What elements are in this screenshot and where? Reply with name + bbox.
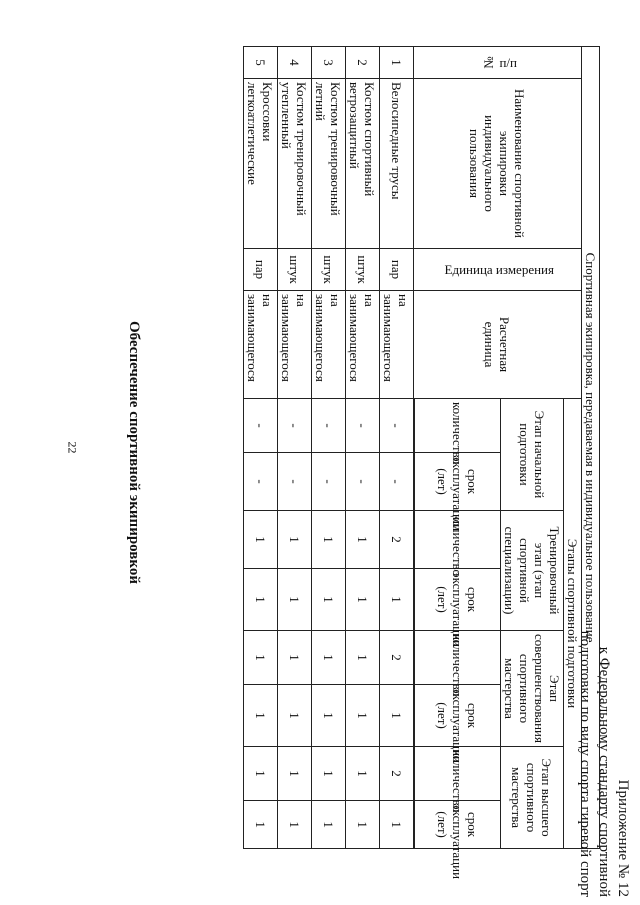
- table-row: [278, 47, 312, 849]
- header-term: срок эксплуатации (лет): [415, 801, 501, 849]
- header-calc: Расчетная единица: [414, 291, 582, 399]
- row-s3-term: 1: [346, 685, 380, 747]
- row-calc: на занимающегося: [278, 291, 312, 399]
- header-qty: количество: [415, 399, 501, 453]
- row-s2-qty: 1: [278, 511, 312, 569]
- row-calc: на занимающегося: [346, 291, 380, 399]
- row-s2-qty: 2: [380, 511, 414, 569]
- row-s1-term: -: [346, 453, 380, 511]
- header-unit: Единица измерения: [414, 249, 582, 291]
- row-calc: на занимающегося: [312, 291, 346, 399]
- row-s3-term: 1: [244, 685, 278, 747]
- row-s2-term: 1: [244, 569, 278, 631]
- row-s2-term: 1: [346, 569, 380, 631]
- header-term: срок эксплуатации (лет): [415, 569, 501, 631]
- row-s3-qty: 1: [312, 631, 346, 685]
- row-s4-term: 1: [346, 801, 380, 849]
- header-term: срок эксплуатации (лет): [415, 685, 501, 747]
- row-name: Костюм тренировочный летний: [312, 79, 346, 249]
- row-s4-qty: 1: [244, 747, 278, 801]
- row-s4-term: 1: [278, 801, 312, 849]
- header-qty: количество: [415, 747, 501, 801]
- row-num: 4: [278, 47, 312, 79]
- row-s1-qty: -: [312, 399, 346, 453]
- row-s3-term: 1: [312, 685, 346, 747]
- equipment-table: [243, 46, 600, 880]
- row-s2-qty: 1: [312, 511, 346, 569]
- row-num: 1: [380, 47, 414, 79]
- row-unit: штук: [278, 249, 312, 291]
- row-s1-term: -: [278, 453, 312, 511]
- row-num: 5: [244, 47, 278, 79]
- row-name: Костюм тренировочный утепленный: [278, 79, 312, 249]
- row-s4-term: 1: [380, 801, 414, 849]
- row-s1-term: -: [312, 453, 346, 511]
- row-unit: штук: [312, 249, 346, 291]
- header-qty: количество: [415, 631, 501, 685]
- page-title: Обеспечение спортивной экипировкой: [126, 320, 142, 584]
- row-s4-qty: 1: [278, 747, 312, 801]
- appendix-line-2: к Федеральному стандарту спортивной: [596, 646, 612, 897]
- row-s2-qty: 1: [244, 511, 278, 569]
- row-s4-term: 1: [244, 801, 278, 849]
- row-s4-qty: 2: [380, 747, 414, 801]
- row-name: Кроссовки легкоатлетические: [244, 79, 278, 249]
- header-qty: количество: [415, 511, 501, 569]
- appendix-line-1: Приложение № 12: [615, 779, 631, 897]
- header-term: срок эксплуатации (лет): [415, 453, 501, 511]
- row-calc: на занимающегося: [244, 291, 278, 399]
- row-s4-qty: 1: [312, 747, 346, 801]
- row-s2-qty: 1: [346, 511, 380, 569]
- row-s3-qty: 1: [244, 631, 278, 685]
- row-name: Велосипедные трусы: [380, 79, 414, 249]
- header-stage-3: Этап совершенствования спортивного мастерства: [501, 631, 564, 747]
- appendix-line-3: подготовки по виду спорта гиревой спорт: [577, 630, 593, 897]
- row-s4-term: 1: [312, 801, 346, 849]
- row-unit: пар: [244, 249, 278, 291]
- row-s1-qty: -: [244, 399, 278, 453]
- row-s1-term: -: [244, 453, 278, 511]
- table-row: [380, 47, 414, 849]
- table-row: [312, 47, 346, 849]
- row-s2-term: 1: [278, 569, 312, 631]
- row-num: 2: [346, 47, 380, 79]
- header-stage-2: Тренировочный этап (этап спортивной специализации): [501, 511, 564, 631]
- page-number: 22: [65, 441, 80, 454]
- row-unit: пар: [380, 249, 414, 291]
- row-s1-qty: -: [278, 399, 312, 453]
- table-row: [346, 47, 380, 849]
- row-s1-qty: -: [346, 399, 380, 453]
- header-stages: Этапы спортивной подготовки: [564, 399, 582, 849]
- row-s1-qty: -: [380, 399, 414, 453]
- row-s2-term: 1: [312, 569, 346, 631]
- row-calc: на занимающегося: [380, 291, 414, 399]
- table-row: [244, 47, 278, 849]
- header-num: № п/п: [414, 47, 582, 79]
- row-name: Костюм спортивный ветрозащитный: [346, 79, 380, 249]
- header-stage-1: Этап начальной подготовки: [501, 399, 564, 511]
- header-stage-4: Этап высшего спортивного мастерства: [501, 747, 564, 849]
- table-caption: Спортивная экипировка, передаваемая в индивидуальное пользование: [582, 47, 600, 849]
- row-s3-qty: 1: [346, 631, 380, 685]
- row-s3-qty: 2: [380, 631, 414, 685]
- row-s3-qty: 1: [278, 631, 312, 685]
- header-name: Наименование спортивной экипировки индивидуального пользования: [414, 79, 582, 249]
- row-s3-term: 1: [380, 685, 414, 747]
- row-unit: штук: [346, 249, 380, 291]
- row-num: 3: [312, 47, 346, 79]
- row-s4-qty: 1: [346, 747, 380, 801]
- row-s2-term: 1: [380, 569, 414, 631]
- row-s1-term: -: [380, 453, 414, 511]
- row-s3-term: 1: [278, 685, 312, 747]
